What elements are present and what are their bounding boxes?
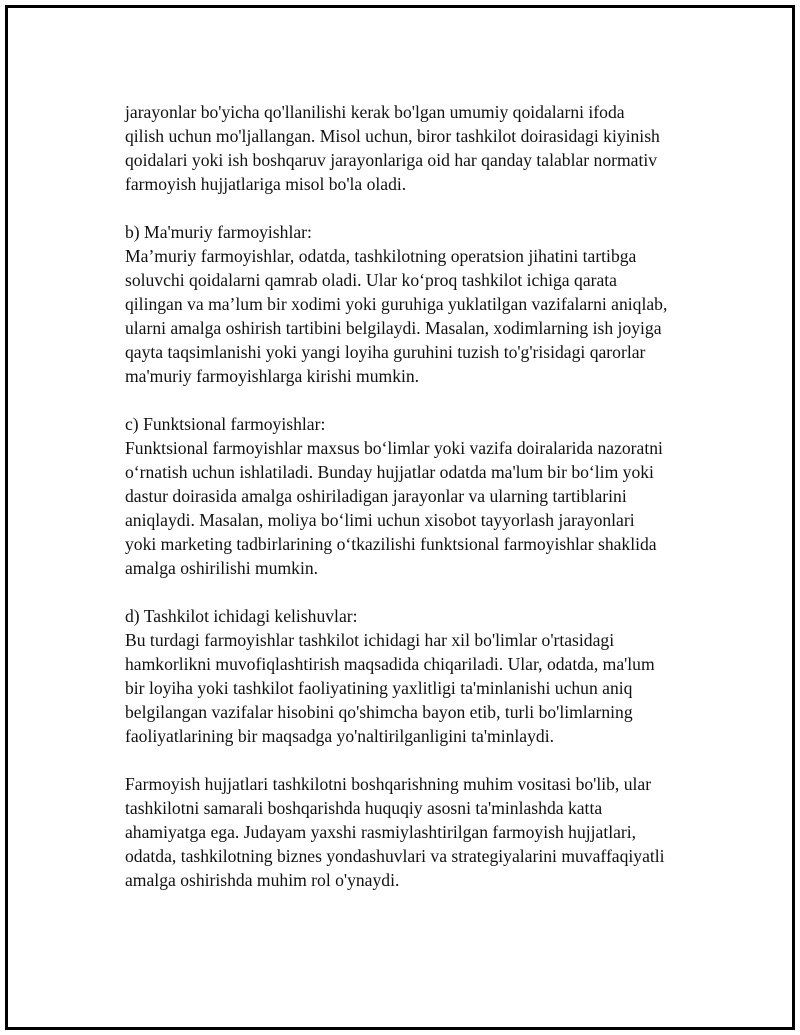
text-line: qilish uchun mo'ljallangan. Misol uchun, biror tashkilot doirasidagi kiyinish (125, 126, 660, 146)
text-line: amalga oshirishda muhim rol o'ynaydi. (125, 870, 400, 890)
text-line: aniqlaydi. Masalan, moliya bo‘limi uchun xisobot tayyorlash jarayonlari (125, 510, 635, 530)
text-line: Funktsional farmoyishlar maxsus bo‘limlar yoki vazifa doiralarida nazoratni (125, 438, 663, 458)
paragraph (125, 412, 735, 580)
text-line: hamkorlikni muvofiqlashtirish maqsadida chiqariladi. Ular, odatda, ma'lum (125, 654, 655, 674)
text-line: qayta taqsimlanishi yoki yangi loyiha guruhini tuzish to'g'risidagi qarorlar (125, 342, 646, 362)
text-line: yoki marketing tadbirlarining o‘tkazilishi funktsional farmoyishlar shaklida (125, 534, 657, 554)
text-line: b) Ma'muriy farmoyishlar: (125, 222, 312, 242)
text-line: belgilangan vazifalar hisobini qo'shimcha bayon etib, turli bo'limlarning (125, 702, 633, 722)
document-body (125, 100, 735, 916)
paragraph (125, 772, 735, 892)
text-line: qoidalari yoki ish boshqaruv jarayonlariga oid har qanday talablar normativ (125, 150, 658, 170)
text-line: bir loyiha yoki tashkilot faoliyatining yaxlitligi ta'minlanishi uchun aniq (125, 678, 633, 698)
text-line: jarayonlar bo'yicha qo'llanilishi kerak bo'lgan umumiy qoidalarni ifoda (125, 102, 625, 122)
text-line: Farmoyish hujjatlari tashkilotni boshqarishning muhim vositasi bo'lib, ular (125, 774, 652, 794)
text-line: d) Tashkilot ichidagi kelishuvlar: (125, 606, 358, 626)
text-line: c) Funktsional farmoyishlar: (125, 414, 326, 434)
text-line: ma'muriy farmoyishlarga kirishi mumkin. (125, 366, 420, 386)
text-line: qilingan va ma’lum bir xodimi yoki guruhiga yuklatilgan vazifalarni aniqlab, (125, 294, 668, 314)
text-line: ularni amalga oshirish tartibini belgilaydi. Masalan, xodimlarning ish joyiga (125, 318, 662, 338)
text-line: Ma’muriy farmoyishlar, odatda, tashkilotning operatsion jihatini tartibga (125, 246, 637, 266)
text-line: tashkilotni samarali boshqarishda huquqiy asosni ta'minlashda katta (125, 798, 603, 818)
text-line: faoliyatlarining bir maqsadga yo'naltirilganligini ta'minlaydi. (125, 726, 554, 746)
text-line: dastur doirasida amalga oshiriladigan jarayonlar va ularning tartiblarini (125, 486, 627, 506)
text-line: ahamiyatga ega. Judayam yaxshi rasmiylashtirilgan farmoyish hujjatlari, (125, 822, 637, 842)
text-line: soluvchi qoidalarni qamrab oladi. Ular ko‘proq tashkilot ichiga qarata (125, 270, 617, 290)
text-line: odatda, tashkilotning biznes yondashuvlari va strategiyalarini muvaffaqiyatli (125, 846, 665, 866)
paragraph (125, 220, 735, 388)
text-line: farmoyish hujjatlariga misol bo'la oladi. (125, 174, 407, 194)
text-line: amalga oshirilishi mumkin. (125, 558, 319, 578)
paragraph (125, 100, 735, 196)
document-page (5, 5, 795, 1030)
paragraph (125, 604, 735, 748)
text-line: o‘rnatish uchun ishlatiladi. Bunday hujjatlar odatda ma'lum bir bo‘lim yoki (125, 462, 654, 482)
text-line: Bu turdagi farmoyishlar tashkilot ichidagi har xil bo'limlar o'rtasidagi (125, 630, 615, 650)
